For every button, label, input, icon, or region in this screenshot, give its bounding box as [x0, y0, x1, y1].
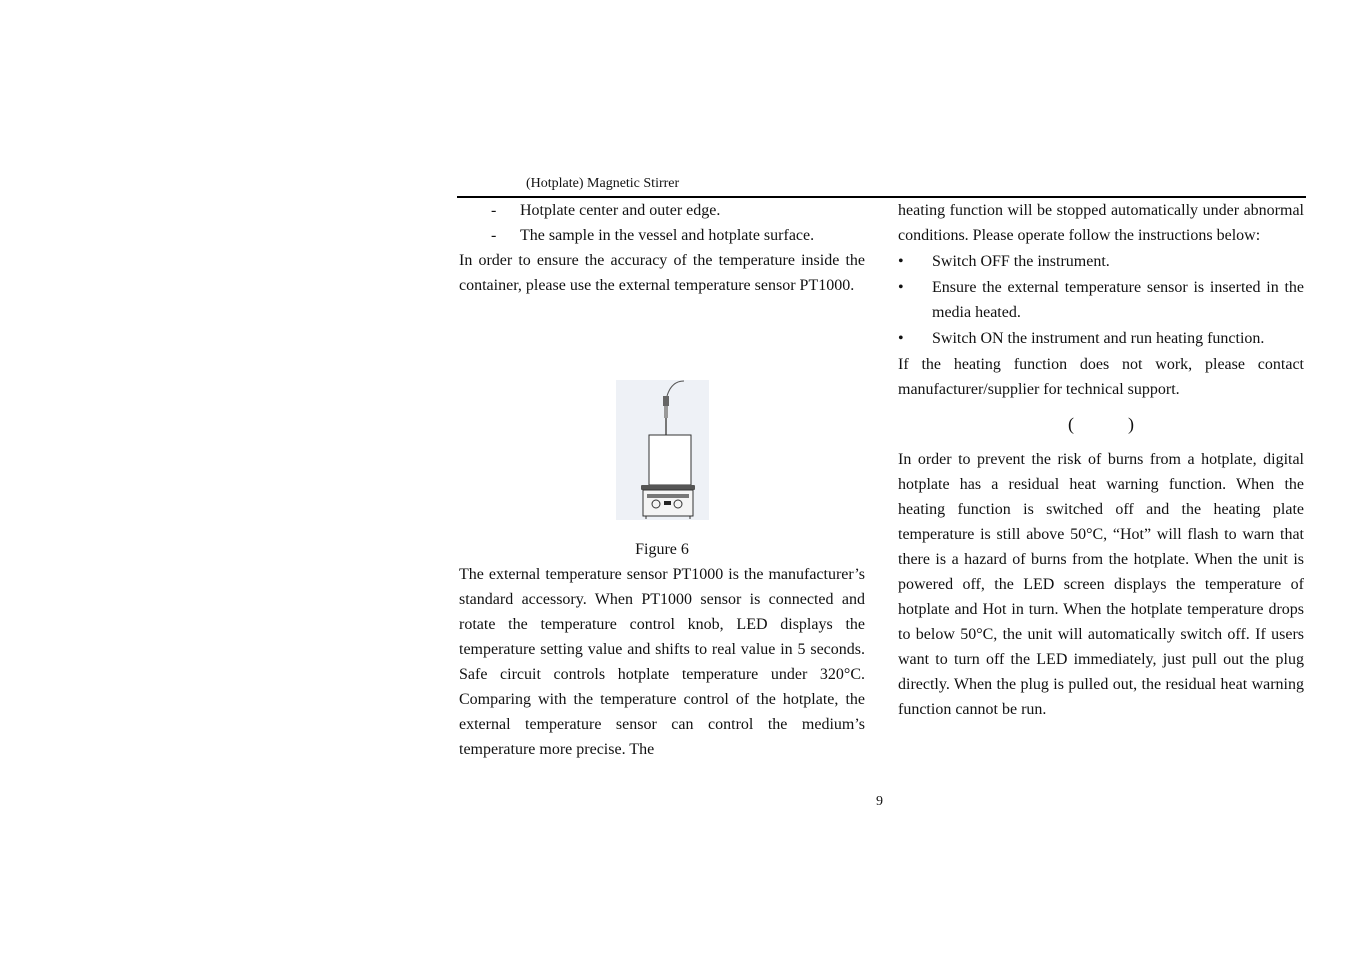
- dash-mark: -: [491, 202, 497, 219]
- dash-list-item: [459, 223, 865, 248]
- residual-heat-paragraph: In order to prevent the risk of burns from a hotplate, digital hotplate has a residual heat warning function. When the heating function is switched off and the heating plate temperature is still above 50°C, “Hot” will flash to warn that there is a hazard of burns from the hotplate. When the unit is powered off, the LED screen displays the temperature of hotplate and Hot in turn. When the hotplate temperature drops to below 50°C, the unit will automatically switch off. If users want to turn off the LED immediately, just pull out the plug directly. When the plug is pulled out, the residual heat warning function cannot be run.: [898, 451, 1304, 718]
- bullet-mark: •: [898, 279, 904, 296]
- figure: [459, 380, 865, 520]
- figure-caption: Figure 6: [635, 541, 689, 558]
- dash-item-text: The sample in the vessel and hotplate surface.: [520, 227, 815, 244]
- bullet-mark: •: [898, 253, 904, 270]
- sensor-description-paragraph: The external temperature sensor PT1000 is the manufacturer’s standard accessory. When PT1000 sensor is connected and rotate the temperature control knob, LED displays the temperature setting value and shifts to real value in 5 seconds. Safe circuit controls hotplate temperature under 320°C. Comparing with the temperature control of the hotplate, the external temperature sensor can control the medium’s temperature more precise. The: [459, 566, 865, 758]
- bullet-list-item: [898, 249, 1304, 274]
- heating-stop-paragraph: heating function will be stopped automatically under abnormal conditions. Please operate follow the instructions below:: [898, 202, 1304, 244]
- running-header: (Hotplate) Magnetic Stirrer: [526, 176, 680, 191]
- bullet-list-item: [898, 275, 1304, 325]
- bullet-item-text: Ensure the external temperature sensor is inserted in the media heated.: [932, 279, 1304, 321]
- right-column: [898, 198, 1304, 722]
- stirrer-drawing: [616, 380, 709, 520]
- bullet-item-text: Switch OFF the instrument.: [932, 253, 1110, 270]
- bullet-list-item: [898, 326, 1304, 351]
- sensor-intro-paragraph: In order to ensure the accuracy of the temperature inside the container, please use the external temperature sensor PT1000.: [459, 252, 865, 294]
- stirrer-illustration: [616, 380, 709, 520]
- page-number: 9: [876, 794, 883, 809]
- support-paragraph: If the heating function does not work, please contact manufacturer/supplier for technical support.: [898, 356, 1304, 398]
- section-heading: ( ): [1068, 414, 1134, 434]
- left-column: [459, 198, 865, 762]
- bullet-mark: •: [898, 330, 904, 347]
- dash-mark: -: [491, 227, 497, 244]
- dash-item-text: Hotplate center and outer edge.: [520, 202, 721, 219]
- bullet-item-text: Switch ON the instrument and run heating function.: [932, 330, 1265, 347]
- dash-list-item: [459, 198, 865, 223]
